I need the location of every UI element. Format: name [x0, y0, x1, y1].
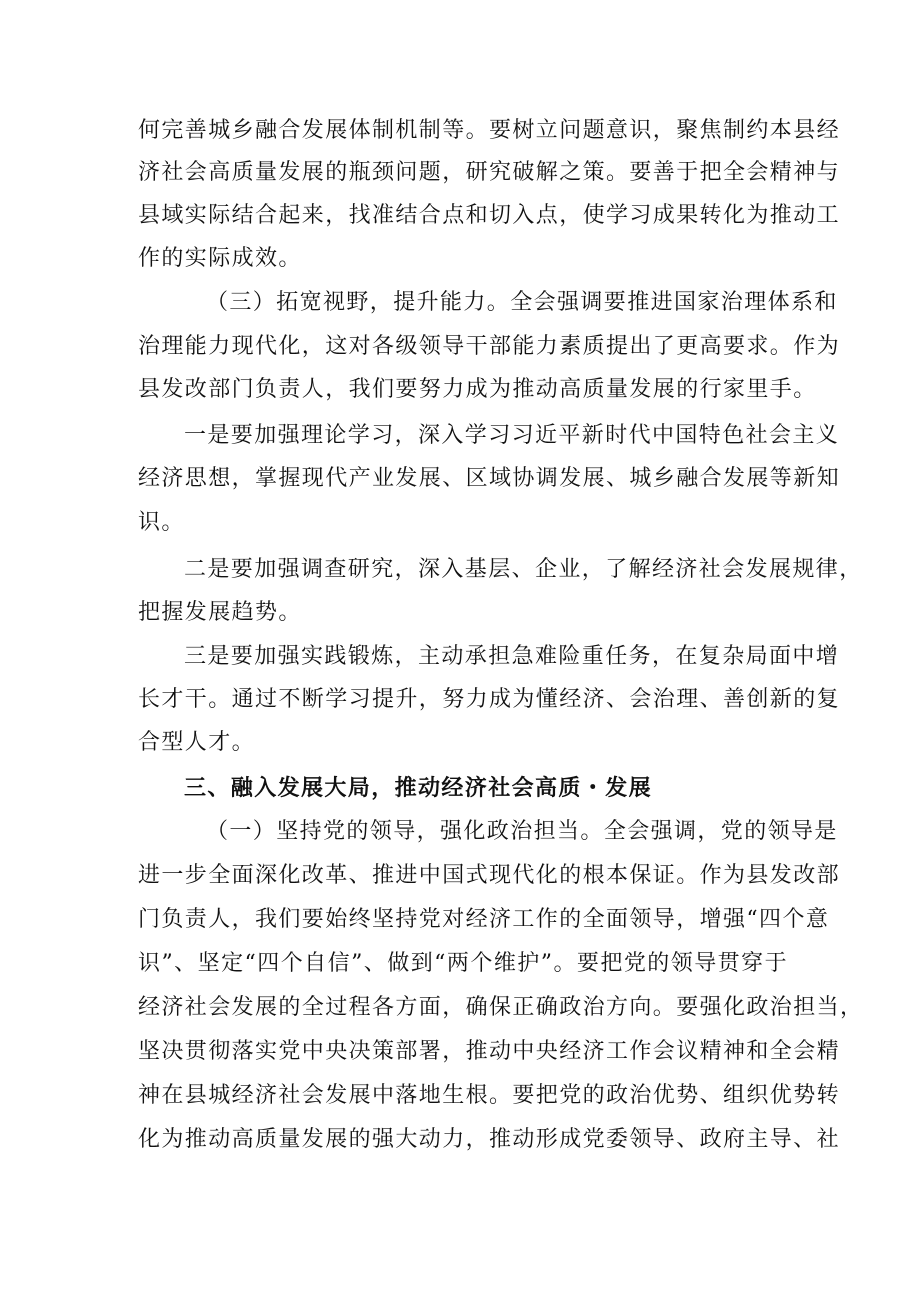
paragraph-line: 何完善城乡融合发展体制机制等。要树立问题意识，聚焦制约本县经	[138, 118, 841, 143]
paragraph-line: 坚决贯彻落实党中央决策部署，推动中央经济工作会议精神和全会精	[138, 1039, 841, 1064]
paragraph-line: 经济社会发展的全过程各方面，确保正确政治方向。要强化政治担当，	[138, 995, 864, 1020]
paragraph-line: 二是要加强调查研究，深入基层、企业，了解经济社会发展规律，	[184, 557, 863, 582]
paragraph-line: 县发改部门负责人，我们要努力成为推动高质量发展的行家里手。	[138, 377, 817, 402]
paragraph-line: （三）拓宽视野，提升能力。全会强调要推进国家治理体系和	[206, 290, 838, 315]
paragraph-line: 识”、坚定“四个自信”、做到“两个维护”。要把党的领导贯穿于	[138, 951, 788, 976]
paragraph-line: 把握发展趋势。	[138, 600, 302, 625]
paragraph-line: 化为推动高质量发展的强大动力，推动形成党委领导、政府主导、社	[138, 1127, 841, 1152]
paragraph-line: 进一步全面深化改革、推进中国式现代化的根本保证。作为县发改部	[138, 863, 841, 888]
paragraph-line: 长才干。通过不断学习提升，努力成为懂经济、会治理、善创新的复	[138, 687, 841, 712]
paragraph-line: 三是要加强实践锻炼，主动承担急难险重任务，在复杂局面中增	[184, 644, 840, 669]
paragraph-line: 县域实际结合起来，找准结合点和切入点，使学习成果转化为推动工	[138, 203, 841, 228]
paragraph-line: （一）坚持党的领导，强化政治担当。全会强调，党的领导是	[206, 819, 838, 844]
paragraph-line: 识。	[138, 510, 185, 535]
paragraph-line: 作的实际成效。	[138, 246, 302, 271]
paragraph-line: 济社会高质量发展的瓶颈问题，研究破解之策。要善于把全会精神与	[138, 160, 841, 185]
paragraph-line: 经济思想，掌握现代产业发展、区域协调发展、城乡融合发展等新知	[138, 466, 841, 491]
paragraph-line: 一是要加强理论学习，深入学习习近平新时代中国特色社会主义	[184, 423, 840, 448]
paragraph-line: 合型人才。	[138, 730, 256, 755]
paragraph-line: 门负责人，我们要始终坚持党对经济工作的全面领导，增强“四个意	[138, 907, 830, 932]
paragraph-line: 神在县城经济社会发展中落地生根。要把党的政治优势、组织优势转	[138, 1083, 841, 1108]
section-heading: 三、融入发展大局，推动经济社会高质・发展	[184, 775, 653, 801]
paragraph-line: 治理能力现代化，这对各级领导干部能力素质提出了更高要求。作为	[138, 334, 841, 359]
